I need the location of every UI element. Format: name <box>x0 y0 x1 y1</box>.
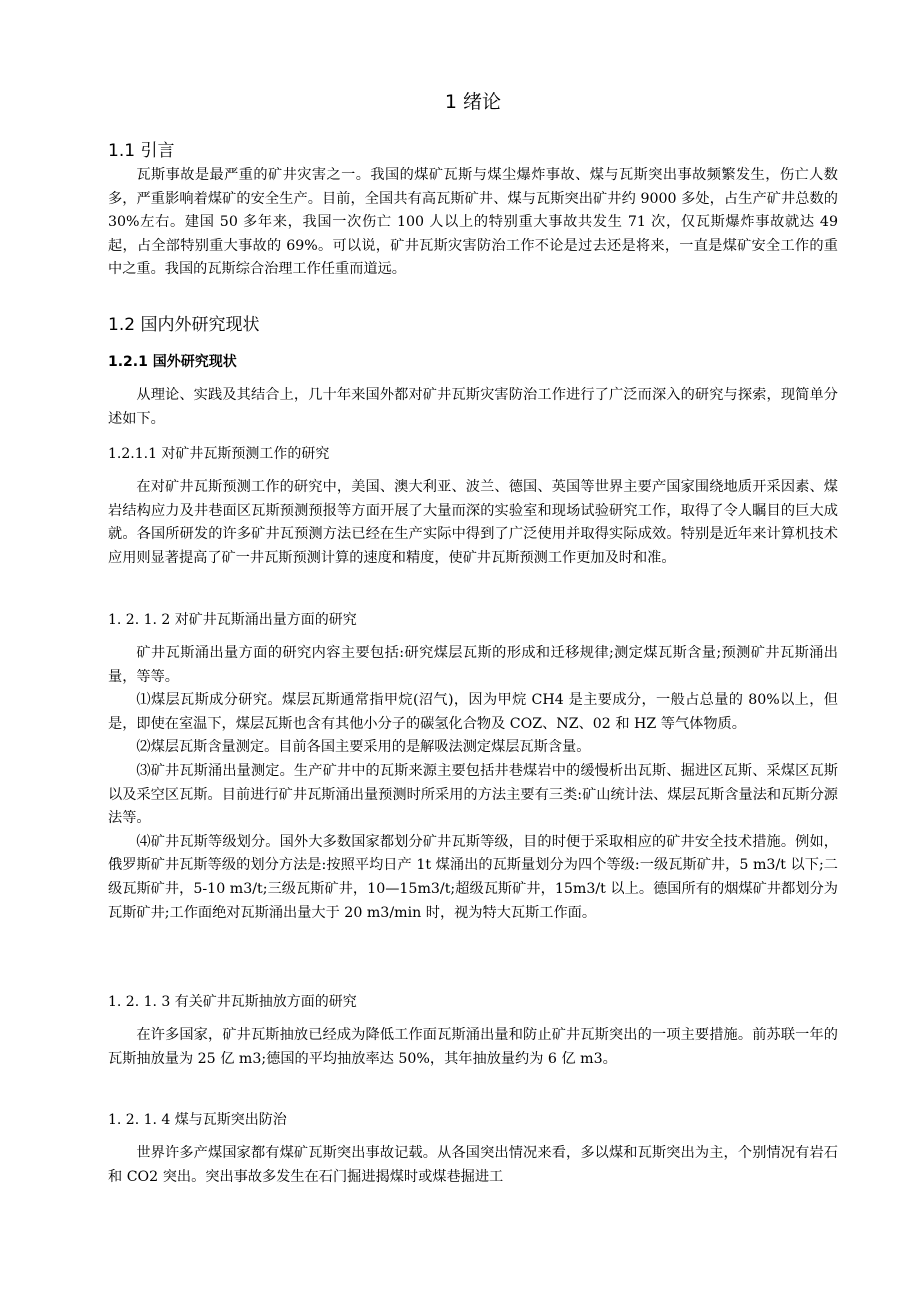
paragraph: 从理论、实践及其结合上，几十年来国外都对矿井瓦斯灾害防治工作进行了广泛而深入的研究与探索，现简单分述如下。 <box>108 387 838 427</box>
section-heading-1-2-1: 1.2.1 国外研究现状 <box>108 354 237 370</box>
chapter-title: 1 绪论 <box>444 91 502 113</box>
section-1-2-1-3 <box>108 990 838 1071</box>
paragraph: ⑵煤层瓦斯含量测定。目前各国主要采用的是解吸法测定煤层瓦斯含量。 <box>136 739 591 756</box>
section-heading-1-2: 1.2 国内外研究现状 <box>108 315 260 335</box>
paragraph: 矿井瓦斯涌出量方面的研究内容主要包括:研究煤层瓦斯的形成和迁移规律;测定煤瓦斯含量;预测矿井瓦斯涌出量，等等。 <box>108 645 838 685</box>
paragraph: 在对矿井瓦斯预测工作的研究中，美国、澳大利亚、波兰、德国、英国等世界主要产国家围绕地质开采因素、煤岩结构应力及井巷面区瓦斯预测预报等方面开展了大量而深的实验室和现场试验研究工作，取得了令人瞩目的巨大成就。各国所研发的许多矿井瓦预测方法已经在生产实际中得到了广泛使用并取得实际成效。特别是近年来计算机技术应用则显著提高了矿一井瓦斯预测计算的速度和精度，使矿井瓦斯预测工作更加及时和准。 <box>108 479 838 566</box>
section-1-2-1-1 <box>108 442 838 570</box>
paragraph: 在许多国家，矿井瓦斯抽放已经成为降低工作面瓦斯涌出量和防止矿井瓦斯突出的一项主要措施。前苏联一年的瓦斯抽放量为 25 亿 m3;德国的平均抽放率达 50%，其年抽放量约为 6 亿 m3。 <box>108 1027 838 1067</box>
section-heading-1-1: 1.1 引言 <box>108 141 175 161</box>
paragraph: 瓦斯事故是最严重的矿井灾害之一。我国的煤矿瓦斯与煤尘爆炸事故、煤与瓦斯突出事故频繁发生，伤亡人数多，严重影响着煤矿的安全生产。目前，全国共有高瓦斯矿井、煤与瓦斯突出矿井约 9000 多处，占生产矿井总数的 30%左右。建国 50 多年来，我国一次伤亡 100 人以上的特别重大事故共发生 71 次，仅瓦斯爆炸事故就达 49 起，占全部特别重大事故的 69%。可以说，矿井瓦斯灾害防治工作不论是过去还是将来，一直是煤矿安全工作的重中之重。我国的瓦斯综合治理工作任重而道远。 <box>108 167 838 278</box>
section-1-2-1-4 <box>108 1108 838 1189</box>
paragraph: ⑷矿井瓦斯等级划分。国外大多数国家都划分矿井瓦斯等级，目的时便于采取相应的矿井安全技术措施。例如，俄罗斯矿井瓦斯等级的划分方法是:按照平均日产 1t 煤涌出的瓦斯量划分为四个等级:一级瓦斯矿井，5 m3/t 以下;二级瓦斯矿井，5-10 m3/t;三级瓦斯矿井，10—15m3/t;超级瓦斯矿井，15m3/t 以上。德国所有的烟煤矿井都划分为瓦斯矿井;工作面绝对瓦斯涌出量大于 20 m3/min 时，视为特大瓦斯工作面。 <box>108 833 838 921</box>
section-1-1 <box>108 138 838 282</box>
section-heading-1-2-1-1: 1.2.1.1 对矿井瓦斯预测工作的研究 <box>108 446 330 462</box>
section-heading-1-2-1-3: 1. 2. 1. 3 有关矿井瓦斯抽放方面的研究 <box>108 994 357 1010</box>
paragraph: ⑶矿井瓦斯涌出量测定。生产矿井中的瓦斯来源主要包括井巷煤岩中的缓慢析出瓦斯、掘进区瓦斯、采煤区瓦斯以及采空区瓦斯。目前进行矿井瓦斯涌出量预测时所采用的方法主要有三类:矿山统计法、煤层瓦斯含量法和瓦斯分源法等。 <box>108 762 838 827</box>
section-1-2 <box>108 312 838 338</box>
paragraph: ⑴煤层瓦斯成分研究。煤层瓦斯通常指甲烷(沼气)，因为甲烷 CH4 是主要成分，一般占总量的 80%以上，但是，即使在室温下，煤层瓦斯也含有其他小分子的碳氢化合物及 COZ、NZ、02 和 HZ 等气体物质。 <box>108 692 838 732</box>
paragraph: 世界许多产煤国家都有煤矿瓦斯突出事故记载。从各国突出情况来看，多以煤和瓦斯突出为主，个别情况有岩石和 CO2 突出。突出事故多发生在石门掘进揭煤时或煤巷掘进工 <box>108 1145 838 1185</box>
section-heading-1-2-1-2: 1. 2. 1. 2 对矿井瓦斯涌出量方面的研究 <box>108 612 357 628</box>
section-1-2-1-2 <box>108 608 838 925</box>
section-1-2-1 <box>108 350 838 431</box>
section-heading-1-2-1-4: 1. 2. 1. 4 煤与瓦斯突出防治 <box>108 1112 287 1128</box>
